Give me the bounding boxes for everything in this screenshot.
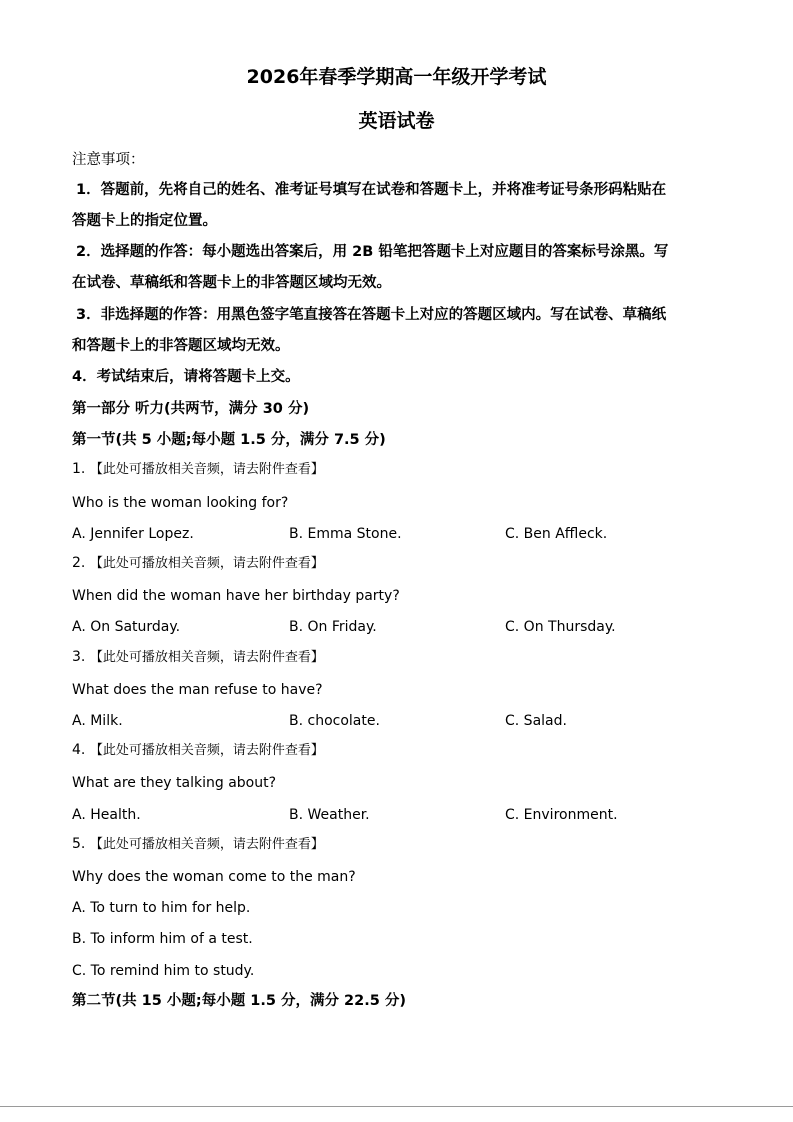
question-5-option-b: B. To inform him of a test. — [72, 931, 253, 947]
question-5-option-c: C. To remind him to study. — [72, 963, 255, 979]
exam-subtitle: 英语试卷 — [358, 110, 435, 132]
question-5-audio — [72, 834, 732, 855]
question-3-option-c: C. Salad. — [505, 713, 567, 729]
notice-item-2-cont: 在试卷、草稿纸和答题卡上的非答题区域均无效。 — [72, 275, 391, 291]
notice-text: ．答题前，先将自己的姓名、准考证号填写在试卷和答题卡上，并将准考证号条形码粘贴在 — [86, 182, 667, 198]
question-number: 5. — [72, 836, 86, 852]
question-2-text: When did the woman have her birthday party? — [72, 588, 400, 604]
question-4-audio — [72, 740, 732, 761]
notice-label: 注意事项： — [72, 152, 145, 168]
notice-item-3-cont: 和答题卡上的非答题区域均无效。 — [72, 338, 290, 354]
notice-number: 3 — [76, 307, 87, 323]
section1-header: 第一节(共 5 小题;每小题 1.5 分，满分 7.5 分) — [72, 432, 386, 448]
audio-note: 【此处可播放相关音频，请去附件查看】 — [89, 837, 324, 852]
question-number: 2. — [72, 555, 86, 571]
question-3-text: What does the man refuse to have? — [72, 682, 323, 698]
audio-note: 【此处可播放相关音频，请去附件查看】 — [89, 462, 324, 477]
notice-item-2 — [76, 242, 736, 262]
audio-note: 【此处可播放相关音频，请去附件查看】 — [89, 743, 324, 758]
notice-text: ．选择题的作答：每小题选出答案后，用 2B 铅笔把答题卡上对应题目的答案标号涂黑。写 — [86, 244, 669, 260]
question-1-option-c: C. Ben Affleck. — [505, 526, 608, 542]
question-1-option-b: B. Emma Stone. — [289, 526, 402, 542]
notice-item-3 — [76, 305, 736, 325]
question-1-audio — [72, 459, 732, 480]
page-bottom-rule — [0, 1106, 793, 1107]
question-5-text: Why does the woman come to the man? — [72, 869, 356, 885]
question-number: 1. — [72, 461, 86, 477]
question-3-option-b: B. chocolate. — [289, 713, 380, 729]
audio-note: 【此处可播放相关音频，请去附件查看】 — [89, 650, 324, 665]
question-4-option-c: C. Environment. — [505, 807, 618, 823]
notice-item-1-cont: 答题卡上的指定位置。 — [72, 213, 217, 229]
exam-title: 2026年春季学期高一年级开学考试 — [246, 66, 547, 88]
notice-number: 4 — [72, 369, 83, 385]
audio-note: 【此处可播放相关音频，请去附件查看】 — [89, 556, 324, 571]
question-4-option-a: A. Health. — [72, 807, 141, 823]
question-3-audio — [72, 647, 732, 668]
question-5-option-a: A. To turn to him for help. — [72, 900, 251, 916]
question-1-text: Who is the woman looking for? — [72, 495, 289, 511]
notice-number: 2 — [76, 244, 87, 260]
question-4-text: What are they talking about? — [72, 775, 277, 791]
question-number: 3. — [72, 649, 86, 665]
notice-text: ．考试结束后，请将答题卡上交。 — [82, 369, 300, 385]
notice-text: ．非选择题的作答：用黑色签字笔直接答在答题卡上对应的答题区域内。写在试卷、草稿纸 — [86, 307, 667, 323]
notice-item-1 — [76, 180, 736, 200]
question-2-option-a: A. On Saturday. — [72, 619, 181, 635]
question-2-option-c: C. On Thursday. — [505, 619, 616, 635]
notice-number: 1 — [76, 182, 87, 198]
notice-item-4 — [72, 367, 732, 387]
question-2-audio — [72, 553, 732, 574]
question-3-option-a: A. Milk. — [72, 713, 123, 729]
question-4-option-b: B. Weather. — [289, 807, 370, 823]
question-2-option-b: B. On Friday. — [289, 619, 377, 635]
question-1-option-a: A. Jennifer Lopez. — [72, 526, 194, 542]
section2-header: 第二节(共 15 小题;每小题 1.5 分，满分 22.5 分) — [72, 993, 406, 1009]
question-number: 4. — [72, 742, 86, 758]
part1-header: 第一部分 听力(共两节，满分 30 分) — [72, 401, 310, 417]
